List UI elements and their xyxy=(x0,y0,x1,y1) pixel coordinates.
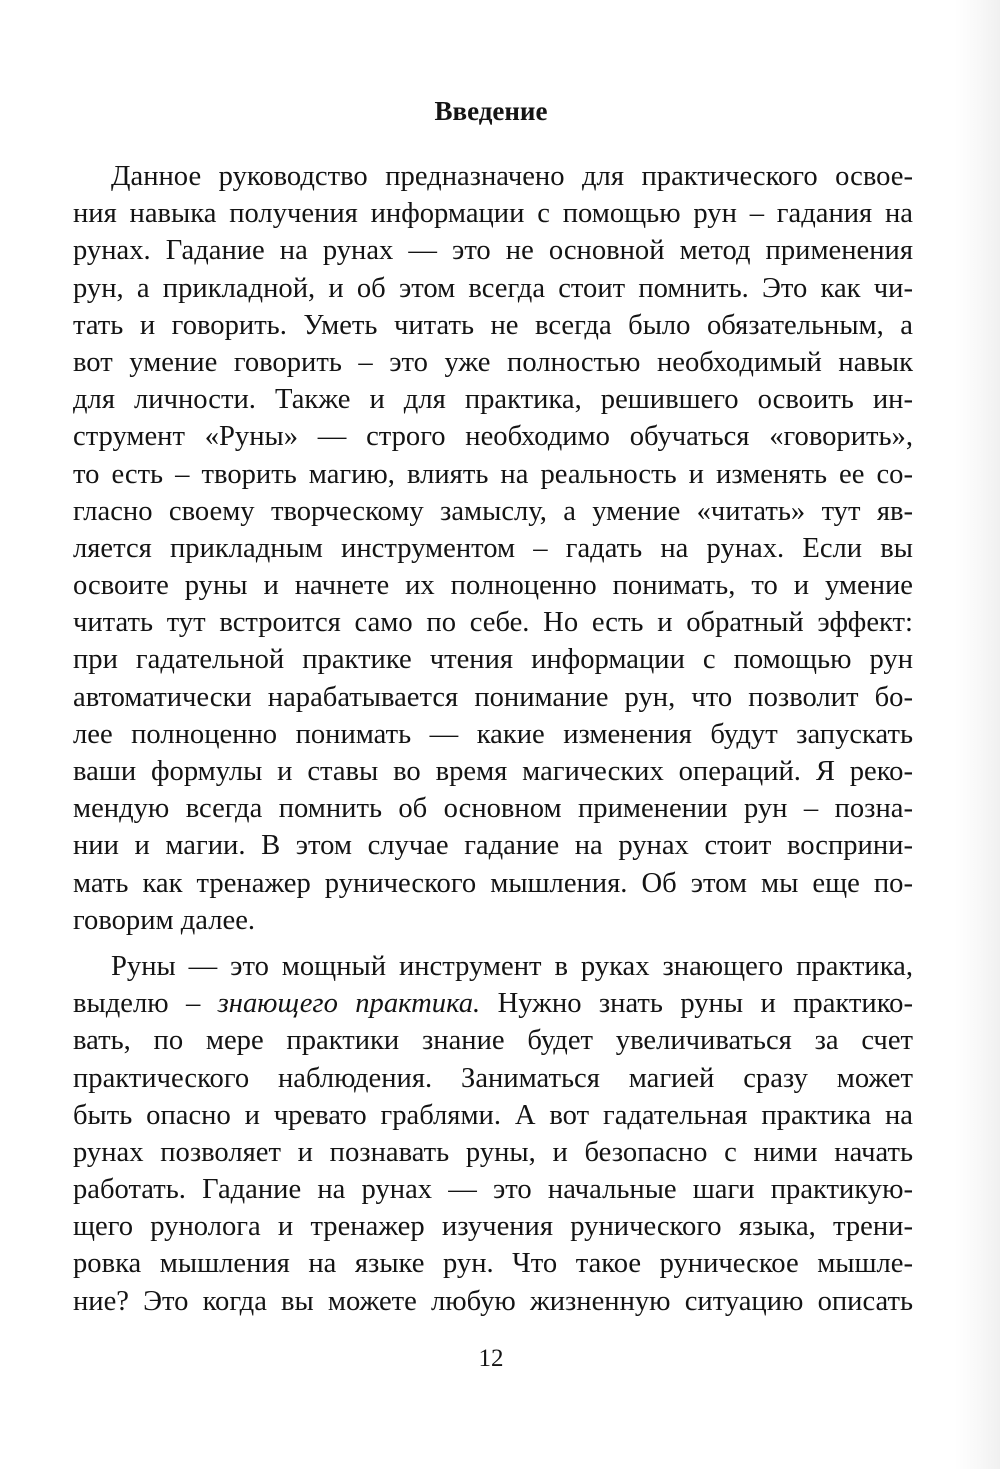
text-line: ние? Это когда вы можете любую жизненную ситуацию описать xyxy=(73,1285,913,1317)
text-line: лее полноценно понимать — какие изменения будут запускать xyxy=(73,718,913,750)
text-line: гласно своему творческому замыслу, а умение «читать» тут яв- xyxy=(73,495,913,527)
page-edge-shadow xyxy=(954,0,1000,1469)
text-line-with-emphasis xyxy=(73,985,913,1022)
text-line: тать и говорить. Уметь читать не всегда было обязательным, а xyxy=(73,309,913,341)
text-line: быть опасно и чревато граблями. А вот гадательная практика на xyxy=(73,1099,913,1131)
text-line: рунах. Гадание на рунах — это не основной метод применения xyxy=(73,235,913,267)
text-line: ляется прикладным инструментом – гадать на рунах. Если вы xyxy=(73,532,913,564)
paragraph-1 xyxy=(73,158,913,939)
text-line: ваши формулы и ставы во время магических операций. Я реко- xyxy=(73,756,913,787)
text-line: ния навыка получения информации с помощью рун – гадания на xyxy=(73,198,913,230)
text-line: Данное руководство предназначено для практического освое- xyxy=(111,161,913,192)
paragraph-spacer xyxy=(73,939,913,948)
text-line: Руны — это мощный инструмент в руках знающего практика, xyxy=(111,950,913,982)
text-line: рунах позволяет и познавать руны, и безопасно с ними начать xyxy=(73,1136,913,1168)
text-line: практического наблюдения. Заниматься магией сразу может xyxy=(73,1062,913,1094)
page-title: Введение xyxy=(434,96,548,126)
text-fragment: Нужно знать руны и практико- xyxy=(480,988,913,1020)
emphasized-text: знающего практика. xyxy=(217,988,481,1020)
text-line: автоматически нарабатывается понимание рун, что позволит бо- xyxy=(73,681,913,713)
body-text xyxy=(73,158,913,1320)
text-line: вот умение говорить – это уже полностью необходимый навык xyxy=(73,346,913,378)
text-line: освоите руны и начнете их полноценно понимать, то и умение xyxy=(73,570,913,602)
text-line: щего рунолога и тренажер изучения рунического языка, трени- xyxy=(73,1211,913,1243)
text-line: струмент «Руны» — строго необходимо обучаться «говорить», xyxy=(73,421,913,453)
text-line: мать как тренажер рунического мышления. Об этом мы еще по- xyxy=(73,867,913,899)
page-number: 12 xyxy=(478,1345,504,1372)
text-line: нии и магии. В этом случае гадание на рунах стоит восприни- xyxy=(73,830,913,862)
text-line: работать. Гадание на рунах — это начальные шаги практикую- xyxy=(73,1174,913,1206)
text-line: рун, а прикладной, и об этом всегда стоит помнить. Это как чи- xyxy=(73,272,913,304)
paragraph-2 xyxy=(73,948,913,1320)
text-line: читать тут встроится само по себе. Но есть и обратный эффект: xyxy=(73,607,913,639)
text-line: то есть – творить магию, влиять на реальность и изменять ее со- xyxy=(73,458,913,490)
text-line: говорим далее. xyxy=(73,904,256,936)
text-line: для личности. Также и для практика, решившего освоить ин- xyxy=(73,384,913,416)
text-line: при гадательной практике чтения информации с помощью рун xyxy=(73,644,913,676)
text-line: мендую всегда помнить об основном применении рун – позна- xyxy=(73,793,913,825)
text-line: вать, по мере практики знание будет увеличиваться за счет xyxy=(73,1025,913,1057)
text-fragment: выделю – xyxy=(73,988,218,1020)
text-line: ровка мышления на языке рун. Что такое руническое мышле- xyxy=(73,1248,913,1280)
